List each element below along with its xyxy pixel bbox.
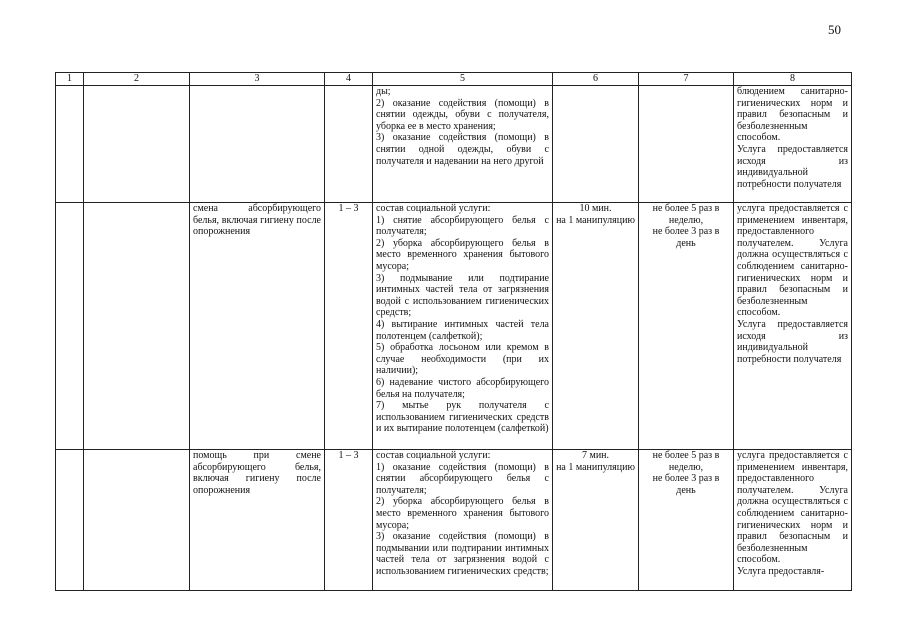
service-conditions-cell: услуга предоставляется с применением инвентаря, предоставленного получателем. Услуга должна осуществляться с соблюдением санитарно-гигиенических норм и правил безопасным и безболезненным способом. Услуга предоставля- <box>734 450 852 591</box>
header-col-3: 3 <box>190 73 325 86</box>
service-conditions-cell: блюдением санитарно-гигиенических норм и правил безопасным и безболезненным способом. Услуга предоставляется исходя из индивидуальной потребности получателя <box>734 86 852 203</box>
service-frequency-cell <box>639 86 734 203</box>
header-col-8: 8 <box>734 73 852 86</box>
cell-col-2 <box>84 86 190 203</box>
header-col-1: 1 <box>56 73 84 86</box>
table-row <box>56 450 852 591</box>
service-name-cell <box>190 86 325 203</box>
service-frequency-cell: не более 5 раз в неделю, не более 3 раз в день <box>639 203 734 450</box>
table-header-row <box>56 73 852 86</box>
service-content-cell: ды; 2) оказание содействия (помощи) в снятии одежды, обуви с получателя, уборка ее в место хранения; 3) оказание содействия (помощи) в снятии одной одежды, обуви с получателя и надевании на него другой <box>373 86 553 203</box>
cell-col-2 <box>84 450 190 591</box>
service-name-cell: помощь при смене абсорбирующего белья, включая гигиену после опорожнения <box>190 450 325 591</box>
service-conditions-cell: услуга предоставляется с применением инвентаря, предоставленного получателем. Услуга должна осуществляться с соблюдением санитарно-гигиенических норм и правил безопасным и безболезненным способом. Услуга предоставляется исходя из индивидуальной потребности получателя <box>734 203 852 450</box>
header-col-6: 6 <box>553 73 639 86</box>
cell-col-1 <box>56 86 84 203</box>
header-col-4: 4 <box>325 73 373 86</box>
service-duration-cell: 7 мин. на 1 манипуляцию <box>553 450 639 591</box>
header-col-7: 7 <box>639 73 734 86</box>
services-table <box>55 72 852 591</box>
page-number: 50 <box>828 22 841 37</box>
table-row <box>56 86 852 203</box>
service-range-cell: 1 – 3 <box>325 450 373 591</box>
service-duration-cell <box>553 86 639 203</box>
header-col-5: 5 <box>373 73 553 86</box>
service-content-cell: состав социальной услуги: 1) снятие абсорбирующего белья с получателя; 2) уборка абсорбирующего белья в место временного хранения бытового мусора; 3) подмывание или подтирание интимных частей тела от загрязнения водой с использованием гигиенических средств; 4) вытирание интимных частей тела полотенцем (салфеткой); 5) обработка лосьоном или кремом в случае необходимости (при их наличии); 6) надевание чистого абсорбирующего белья на получателя; 7) мытье рук получателя с использованием гигиенических средств и их вытирание полотенцем (салфеткой) <box>373 203 553 450</box>
cell-col-1 <box>56 450 84 591</box>
table-row <box>56 203 852 450</box>
service-content-cell: состав социальной услуги: 1) оказание содействия (помощи) в снятии абсорбирующего белья с получателя; 2) уборка абсорбирующего белья в место временного хранения бытового мусора; 3) оказание содействия (помощи) в подмывании или подтирании интимных частей тела от загрязнения водой с использованием гигиенических средств; <box>373 450 553 591</box>
cell-col-2 <box>84 203 190 450</box>
header-col-2: 2 <box>84 73 190 86</box>
service-range-cell: 1 – 3 <box>325 203 373 450</box>
service-name-cell: смена абсорбирующего белья, включая гигиену после опорожнения <box>190 203 325 450</box>
service-frequency-cell: не более 5 раз в неделю, не более 3 раз в день <box>639 450 734 591</box>
service-duration-cell: 10 мин. на 1 манипуляцию <box>553 203 639 450</box>
cell-col-1 <box>56 203 84 450</box>
service-range-cell <box>325 86 373 203</box>
